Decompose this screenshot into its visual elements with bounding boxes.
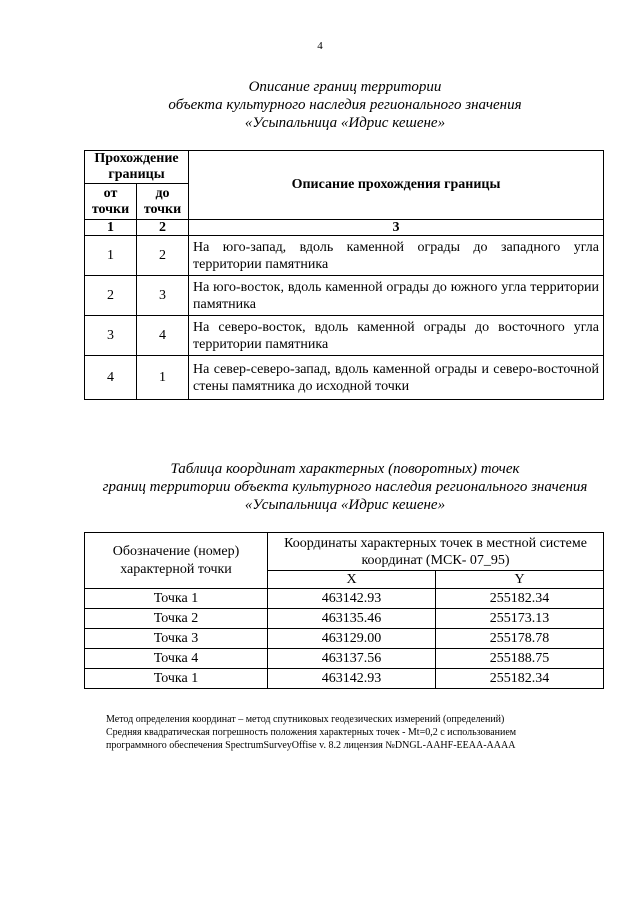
boundary-description-title [0, 78, 640, 132]
header-y: Y [436, 571, 604, 589]
coordinate-y: 255182.34 [436, 589, 604, 609]
table-row [85, 316, 604, 356]
table-row [85, 629, 604, 649]
header-description: Описание прохождения границы [189, 151, 604, 220]
from-point: 4 [85, 356, 137, 400]
title-line: «Усыпальница «Идрис кешене» [244, 115, 446, 131]
point-name: Точка 1 [85, 669, 268, 689]
table-row [85, 356, 604, 400]
coordinate-y: 255182.34 [436, 669, 604, 689]
title-line: Описание границ территории [248, 79, 442, 95]
header-point-designation: Обозначение (номер) характерной точки [85, 533, 268, 589]
coordinates-table [84, 532, 604, 689]
point-name: Точка 4 [85, 649, 268, 669]
column-index: 3 [189, 220, 604, 236]
page-number: 4 [317, 40, 323, 52]
boundary-description: На северо-восток, вдоль каменной ограды до восточного угла территории памятника [189, 316, 604, 356]
coordinate-x: 463135.46 [268, 609, 436, 629]
footnote-line: программного обеспечения SpectrumSurveyOffise v. 8.2 лицензия №DNGL-AAHF-EEAA-AAAA [106, 740, 516, 751]
coordinate-x: 463129.00 [268, 629, 436, 649]
title-line: Таблица координат характерных (поворотных) точек [170, 461, 520, 477]
title-line: объекта культурного наследия регионального значения [168, 97, 522, 113]
column-index: 2 [137, 220, 189, 236]
coordinate-x: 463142.93 [268, 669, 436, 689]
footnote-line: Метод определения координат – метод спутниковых геодезических измерений (определений) [106, 714, 505, 725]
header-from-point: от точки [85, 184, 137, 220]
title-line: границ территории объекта культурного наследия регионального значения [102, 479, 588, 495]
title-line: «Усыпальница «Идрис кешене» [244, 497, 446, 513]
boundary-description: На юго-восток, вдоль каменной ограды до южного угла территории памятника [189, 276, 604, 316]
point-name: Точка 3 [85, 629, 268, 649]
to-point: 1 [137, 356, 189, 400]
method-footnote [106, 713, 606, 752]
header-boundary-passage: Прохождение границы [85, 151, 189, 184]
table-row [85, 669, 604, 689]
to-point: 2 [137, 236, 189, 276]
coordinate-x: 463142.93 [268, 589, 436, 609]
header-coordinates: Координаты характерных точек в местной системе координат (МСК- 07_95) [268, 533, 604, 571]
coordinate-y: 255178.78 [436, 629, 604, 649]
table-row [85, 276, 604, 316]
coordinate-y: 255188.75 [436, 649, 604, 669]
coordinate-x: 463137.56 [268, 649, 436, 669]
to-point: 3 [137, 276, 189, 316]
table-row [85, 589, 604, 609]
table-row [85, 236, 604, 276]
to-point: 4 [137, 316, 189, 356]
point-name: Точка 1 [85, 589, 268, 609]
table-row [85, 609, 604, 629]
coordinate-y: 255173.13 [436, 609, 604, 629]
boundary-table [84, 150, 604, 400]
from-point: 2 [85, 276, 137, 316]
header-x: X [268, 571, 436, 589]
header-to-point: до точки [137, 184, 189, 220]
table-row [85, 649, 604, 669]
column-index: 1 [85, 220, 137, 236]
coordinates-table-title [0, 460, 640, 514]
point-name: Точка 2 [85, 609, 268, 629]
from-point: 1 [85, 236, 137, 276]
boundary-description: На север-северо-запад, вдоль каменной ограды и северо-восточной стены памятника до исходной точки [189, 356, 604, 400]
boundary-description: На юго-запад, вдоль каменной ограды до западного угла территории памятника [189, 236, 604, 276]
from-point: 3 [85, 316, 137, 356]
footnote-line: Средняя квадратическая погрешность положения характерных точек - Mt=0,2 с использованием [106, 727, 517, 738]
